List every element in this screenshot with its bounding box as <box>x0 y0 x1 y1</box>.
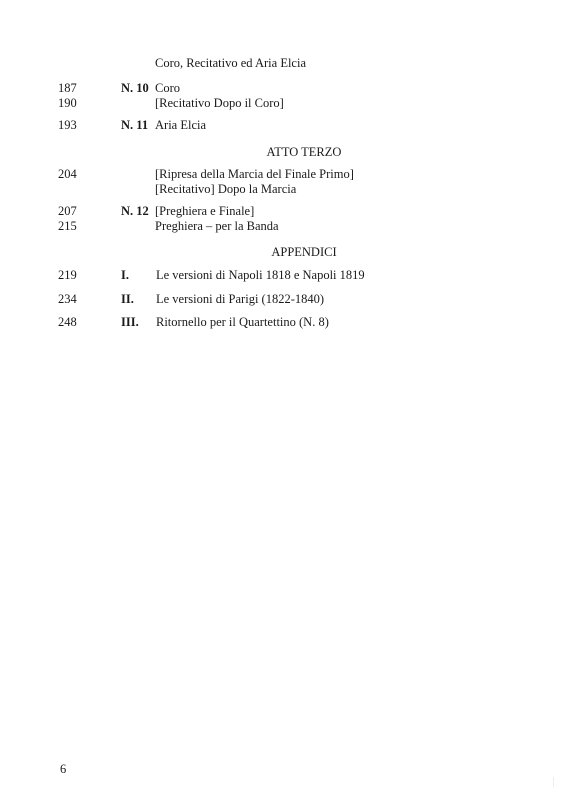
entry-title: Preghiera – per la Banda <box>155 219 279 233</box>
section-heading-atto-terzo: ATTO TERZO <box>266 145 342 159</box>
page-ref: 204 <box>58 167 77 181</box>
number-label: I. <box>121 268 129 282</box>
entry-title: [Ripresa della Marcia del Finale Primo] <box>155 167 354 181</box>
page-ref: 207 <box>58 204 77 218</box>
page-ref: 187 <box>58 81 77 95</box>
entry-title: Coro <box>155 81 180 95</box>
number-label: N. 12 <box>121 204 149 218</box>
page-number: 6 <box>60 762 67 776</box>
page-ref: 248 <box>58 315 77 329</box>
entry-title: [Recitativo Dopo il Coro] <box>155 96 284 110</box>
page-ref: 219 <box>58 268 77 282</box>
entry-title: Le versioni di Parigi (1822-1840) <box>156 292 325 306</box>
page-ref: 190 <box>58 96 77 110</box>
page-ref: 215 <box>58 219 77 233</box>
section-heading-appendici: APPENDICI <box>271 245 337 259</box>
entry-title: Ritornello per il Quartettino (N. 8) <box>156 315 329 329</box>
scan-edge-mark <box>553 777 560 787</box>
entry-title: [Preghiera e Finale] <box>155 204 255 218</box>
number-label: N. 11 <box>121 118 149 132</box>
entry-title: Le versioni di Napoli 1818 e Napoli 1819 <box>156 268 365 282</box>
number-label: N. 10 <box>121 81 149 95</box>
number-label: II. <box>121 292 134 306</box>
entry-title: Aria Elcia <box>155 118 207 132</box>
page-ref: 234 <box>58 292 77 306</box>
section-heading-coro: Coro, Recitativo ed Aria Elcia <box>155 56 306 70</box>
number-label: III. <box>121 315 139 329</box>
entry-title: [Recitativo] Dopo la Marcia <box>155 182 297 196</box>
page-ref: 193 <box>58 118 77 132</box>
